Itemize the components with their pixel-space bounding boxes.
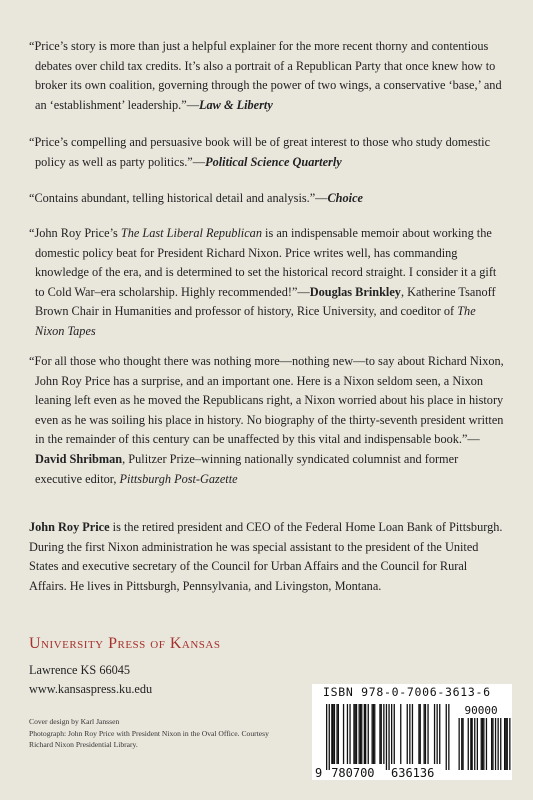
barcode-digits: 9 [315, 766, 323, 780]
book-title: The Last Liberal Republican [120, 226, 262, 240]
barcode-bar [326, 704, 327, 770]
barcode-bar [420, 704, 421, 764]
barcode-bar [434, 704, 435, 764]
barcode-bar [338, 704, 339, 764]
addon-bar [468, 718, 469, 770]
quote-text: “Price’s story is more than just a helpful explainer for the more recent thorny and contentious debates over child tax credits. It’s also a portrait of a Republican Party that once knew how to broker its own coalition, governing through the power of two wings, a conservative ‘base,’ and an ‘establishment’ leadership.”— [29, 39, 502, 112]
review-quote-law-liberty [29, 37, 507, 115]
addon-bar [491, 718, 492, 770]
author-name: John Roy Price [29, 520, 110, 534]
barcode-bar [372, 704, 373, 764]
addon-bar [486, 718, 487, 770]
quote-affiliation: , Pulitzer Prize–winning nationally syndicated columnist and former executive editor, [35, 451, 459, 486]
addon-bar [474, 718, 475, 770]
barcode-bar [355, 704, 356, 764]
addon-bar [481, 718, 482, 770]
design-credit: Cover design by Karl Janssen [29, 717, 120, 726]
barcode-bar [394, 704, 395, 764]
barcode-digits: 636136 [391, 766, 435, 780]
barcode-bar [381, 704, 382, 764]
author-bio [29, 518, 507, 596]
quote-text: “For all those who thought there was nothing more—nothing new—to say about Richard Nixon, John Roy Price has a surprise, and an important one. Here is a Nixon seldom seen, a Nixon leaning left even as he moved the Republicans right, a Nixon worried about his place in history even as he was soiling his place in history. No biography of the thirty-seventh president written in the remainder of this century can be unaffected by this vital and indispensable book.”— [29, 354, 504, 447]
barcode-bar [446, 704, 447, 770]
review-quote-shribman [29, 352, 507, 489]
coedited-title: The Nixon Tapes [35, 304, 476, 338]
barcode-bar [391, 704, 392, 764]
addon-bar [500, 718, 501, 770]
barcode-bar [333, 704, 334, 764]
addon-bar [504, 718, 505, 770]
quote-source: Law & Liberty [199, 97, 273, 112]
barcode-bar [356, 704, 357, 764]
bio-text: is the retired president and CEO of the Federal Home Loan Bank of Pittsburgh. During the first Nixon administration he was special assistant to the president of the United States and executive secretary of the Council for Urban Affairs and the Council for Rural Affairs. He lives in Pittsburgh, Pennsylvania, and Livingston, Montana. [29, 520, 503, 593]
addon-bar [459, 718, 460, 770]
barcode-bar [353, 704, 354, 764]
addon-bar [495, 718, 496, 770]
barcode-bar [347, 704, 348, 764]
barcode-bar [373, 704, 374, 764]
quote-text: “Price’s compelling and persuasive book will be of great interest to those who study domestic policy as well as party politics.”— [29, 135, 491, 169]
addon-bar [505, 718, 506, 770]
review-quote-brinkley [29, 224, 507, 342]
barcode-bar [424, 704, 425, 764]
barcode-bar [349, 704, 350, 764]
barcode-bar [343, 704, 344, 764]
addon-bar [470, 718, 471, 770]
publisher-website: www.kansaspress.ku.edu [29, 682, 153, 696]
quote-text: is an indispensable memoir about working the domestic policy beat for President Richard Nixon. Price writes well, has commanding knowledge of the era, and is determined to set the historical record straight. I consider it a gift to Cold War–era scholarship. Highly recommended!”— [35, 226, 497, 299]
quote-author: David Shribman [35, 451, 123, 466]
barcode-bar [329, 704, 330, 770]
barcode-bar [437, 704, 438, 764]
barcode-bar [334, 704, 335, 764]
quote-publication: Pittsburgh Post-Gazette [119, 471, 238, 486]
barcode-bar [409, 704, 410, 764]
review-quote-psq [29, 133, 507, 172]
barcode-bar [364, 704, 365, 764]
isbn-label: ISBN 978-0-7006-3613-6 [323, 685, 491, 699]
publisher-address: Lawrence KS 66045 [29, 663, 131, 677]
photo-credit: Photograph: John Roy Price with President Nixon in the Oval Office. Courtesy Richard Nixon Presidential Library. [29, 728, 269, 750]
barcode-bar [359, 704, 360, 764]
barcode-bar [386, 704, 387, 770]
quote-author: Douglas Brinkley [309, 284, 401, 299]
publisher-name: University Press of Kansas [29, 635, 221, 652]
addon-bar [483, 718, 484, 770]
quote-source: Choice [327, 191, 364, 205]
barcode-bar [361, 704, 362, 764]
quote-text: “Contains abundant, telling historical detail and analysis.”— [29, 191, 328, 205]
barcode-bar [383, 704, 384, 764]
quote-source: Political Science Quarterly [205, 154, 342, 169]
barcode-bar [336, 704, 337, 764]
barcode-bar [368, 704, 369, 764]
barcode-digits: 780700 [331, 766, 375, 780]
barcode-bar [374, 704, 375, 764]
barcode-bar [418, 704, 419, 764]
barcode-bar [365, 704, 366, 764]
addon-bar [492, 718, 493, 770]
review-quote-choice [29, 189, 507, 209]
barcode-bar [412, 704, 413, 764]
barcode-bar [379, 704, 380, 764]
barcode-bar [388, 704, 389, 770]
addon-bar [462, 718, 463, 770]
addon-bar [482, 718, 483, 770]
addon-bar [509, 718, 510, 770]
barcode-bar [425, 704, 426, 764]
barcode-bar [439, 704, 440, 764]
barcode-bar [448, 704, 449, 770]
quote-text: “John Roy Price’s [29, 226, 121, 240]
addon-bar [498, 718, 499, 770]
cover-credits [29, 716, 279, 751]
barcode-digits: 90000 [464, 704, 498, 717]
barcode-bar [400, 704, 401, 764]
addon-bar [507, 718, 508, 770]
barcode-bar [331, 704, 332, 764]
barcode-bar [360, 704, 361, 764]
barcode-bar [427, 704, 428, 764]
addon-bar [472, 718, 473, 770]
quote-affiliation: , Katherine Tsanoff Brown Chair in Humanities and professor of history, Rice University, and coeditor of [35, 284, 496, 319]
addon-bar [461, 718, 462, 770]
barcode-bar [407, 704, 408, 764]
addon-bar [477, 718, 478, 770]
